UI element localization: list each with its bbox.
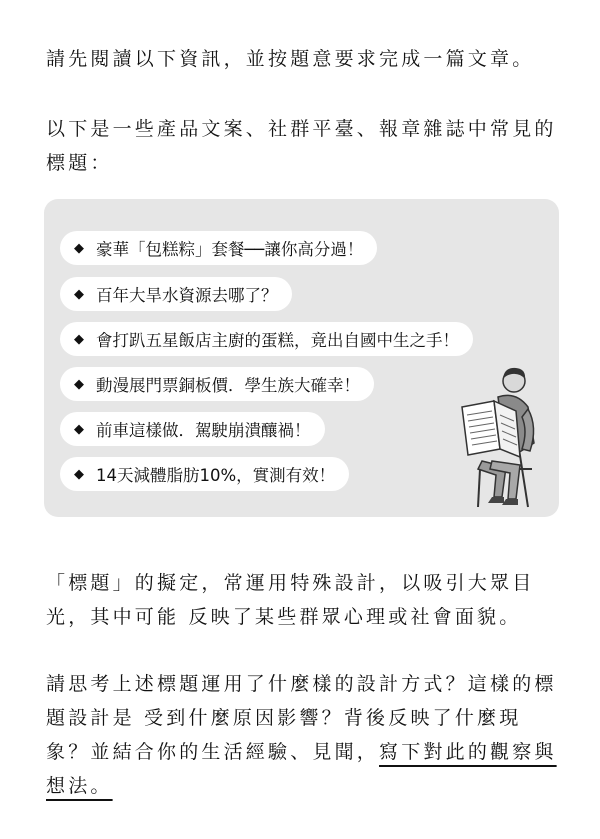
diamond-bullet-icon: ◆ bbox=[74, 240, 84, 256]
headline-item bbox=[60, 277, 292, 311]
headline-item bbox=[60, 322, 473, 356]
headline-item bbox=[60, 367, 374, 401]
writing-task bbox=[46, 667, 558, 803]
headline-item bbox=[60, 412, 325, 446]
headline-item bbox=[60, 457, 349, 491]
headline-text: 百年大旱水資源去哪了？ bbox=[96, 286, 278, 305]
headline-text: 14天減體脂肪10%，實測有效！ bbox=[96, 466, 336, 485]
diamond-bullet-icon: ◆ bbox=[74, 331, 84, 347]
headline-list-intro: 以下是一些產品文案、社群平臺、報章雜誌中常見的標題： bbox=[46, 118, 557, 174]
headline-item bbox=[60, 231, 377, 265]
headline-panel bbox=[44, 199, 559, 517]
headline-text: 豪華「包糕粽」套餐──讓你高分過！ bbox=[96, 240, 364, 259]
diamond-bullet-icon: ◆ bbox=[74, 421, 84, 437]
headline-text: 會打趴五星飯店主廚的蛋糕，竟出自國中生之手！ bbox=[96, 331, 459, 350]
writing-task-emphasis: 寫下對此的觀察與想法。 bbox=[46, 741, 557, 797]
diamond-bullet-icon: ◆ bbox=[74, 286, 84, 302]
headline-text: 前車這樣做．駕駛崩潰釀禍！ bbox=[96, 421, 311, 440]
diamond-bullet-icon: ◆ bbox=[74, 466, 84, 482]
diamond-bullet-icon: ◆ bbox=[74, 376, 84, 392]
headline-text: 動漫展門票銅板價．學生族大確幸！ bbox=[96, 376, 360, 395]
instruction-intro: 請先閱讀以下資訊，並按題意要求完成一篇文章。 bbox=[46, 48, 535, 70]
man-reading-newspaper-icon bbox=[442, 357, 552, 509]
writing-task-text: 請思考上述標題運用了什麼樣的設計方式？這樣的標題設計是 受到什麼原因影響？背後反映了什麼現象？並結合你的生活經驗、見聞， bbox=[46, 673, 557, 763]
headline-explanation: 「標題」的擬定，常運用特殊設計，以吸引大眾目光，其中可能 反映了某些群眾心理或社會面貌。 bbox=[46, 572, 535, 628]
